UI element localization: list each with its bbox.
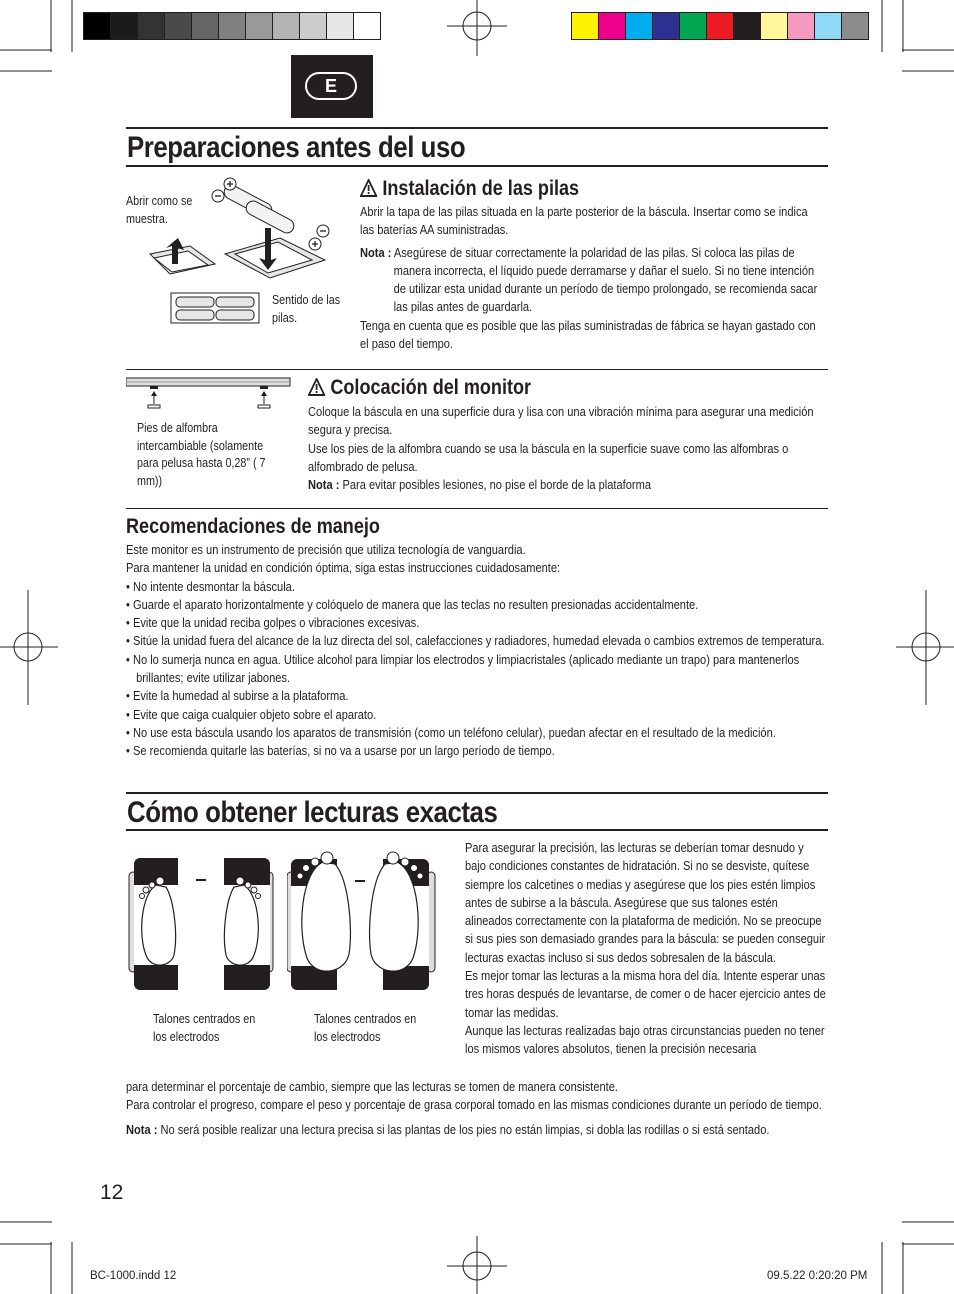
- print-timestamp: 09.5.22 0:20:20 PM: [767, 1270, 868, 1282]
- color-swatch: [191, 12, 219, 40]
- note-label: Nota :: [360, 244, 392, 260]
- heading-colocacion-text: Colocación del monitor: [330, 376, 532, 399]
- battery-note: [360, 244, 820, 317]
- battery-note-text: Asegúrese de situar correctamente la polaridad de las pilas. Si coloca las pilas de manera incorrecta, el líquido puede derramarse y dañar el suelo. Si no tiene intención de utilizar esta unidad durante un período de tiempo prolongado, se recomienda sacar las pilas antes de guardarla.: [393, 244, 818, 315]
- monitor-note: [308, 476, 820, 494]
- color-swatch: [83, 12, 111, 40]
- feet-on-scale-illustration-large: [287, 850, 437, 992]
- handling-item: • Evite que la unidad reciba golpes o vibraciones excesivas.: [126, 615, 420, 631]
- feet-on-scale-illustration-small: [126, 855, 276, 993]
- note-label: Nota :: [308, 477, 340, 493]
- divider: [126, 369, 828, 370]
- caption-talones-left: Talones centrados en los electrodos: [153, 1012, 256, 1044]
- warning-icon: [308, 378, 325, 396]
- caption-talones-right: Talones centrados en los electrodos: [314, 1012, 417, 1044]
- handling-item: • Evite la humedad al subirse a la plataforma.: [126, 688, 349, 704]
- color-swatch: [814, 12, 842, 40]
- caption-sentido: Sentido de las pilas.: [272, 293, 341, 325]
- section-rule-bottom: [126, 829, 828, 831]
- section-rule-bottom: [126, 165, 828, 167]
- monitor-text-block: [308, 403, 820, 494]
- handling-intro-2: Para mantener la unidad en condición óptima, siga estas instrucciones cuidadosamente:: [126, 560, 561, 576]
- handling-text-block: [126, 541, 828, 761]
- heading-colocacion: [308, 376, 531, 400]
- color-swatch: [353, 12, 381, 40]
- handling-item: • Evite que caiga cualquier objeto sobre el aparato.: [126, 706, 377, 722]
- handling-list: [126, 578, 828, 761]
- color-swatch: [299, 12, 327, 40]
- heading-recomendaciones: Recomendaciones de manejo: [126, 515, 380, 538]
- language-tab: [291, 55, 373, 118]
- section-title-preparaciones: Preparaciones antes del uso: [127, 131, 466, 164]
- readings-note-text: No será posible realizar una lectura precisa si las plantas de los pies no están limpias, si dobla las rodillas o si está sentado.: [160, 1121, 770, 1137]
- color-swatch: [218, 12, 246, 40]
- color-swatch: [625, 12, 653, 40]
- color-swatch: [110, 12, 138, 40]
- note-label: Nota :: [126, 1121, 158, 1137]
- monitor-note-text: Para evitar posibles lesiones, no pise el borde de la plataforma: [342, 477, 651, 493]
- handling-item: • No use esta báscula usando los aparatos de transmisión (como un teléfono celular), puedan afectar en el resultado de la medición.: [126, 724, 776, 740]
- color-swatch: [841, 12, 869, 40]
- warning-icon: [360, 179, 377, 197]
- color-swatch: [598, 12, 626, 40]
- color-swatch: [760, 12, 788, 40]
- language-badge: E: [305, 72, 357, 100]
- readings-para-1: Para asegurar la precisión, las lecturas se deberían tomar desnudo y bajo condiciones constantes de hidratación. Si no se desviste, quítese siempre los calcetines o medias y asegúrese que los pies estén limpios antes de subirse a la báscula. Asegúrese que sus talones estén alineados correctamente con la plataforma de medición. No se preocupe si sus pies son demasiado grandes para la báscula: se pueden conseguir lecturas exactas incluso si sus dedos sobresalen de la báscula.: [465, 840, 826, 965]
- monitor-text-2: Use los pies de la alfombra cuando se usa la báscula en la superficie suave como las alfombras o alfombrado de pelusa.: [308, 440, 789, 474]
- caption-abrir: Abrir como se muestra.: [126, 194, 193, 226]
- handling-item: • Se recomienda quitarle las baterías, si no va a usarse por un largo período de tiempo.: [126, 743, 555, 759]
- color-swatch: [164, 12, 192, 40]
- color-swatch: [706, 12, 734, 40]
- heading-instalacion: [360, 177, 579, 201]
- handling-item: • Sitúe la unidad fuera del alcance de la luz directa del sol, calefacciones y radiadores, humedad elevada o cambios extremos de temperatura.: [126, 633, 825, 649]
- color-swatch: [571, 12, 599, 40]
- color-swatch: [245, 12, 273, 40]
- monitor-text-1: Coloque la báscula en una superficie dura y lisa con una vibración mínima para asegurar una medición segura y precisa.: [308, 404, 814, 438]
- section-rule-top: [126, 792, 828, 794]
- heading-instalacion-text: Instalación de las pilas: [382, 177, 580, 200]
- section-title-lecturas: Cómo obtener lecturas exactas: [127, 796, 498, 829]
- handling-intro-1: Este monitor es un instrumento de precisión que utiliza tecnología de vanguardia.: [126, 542, 526, 557]
- readings-text-right: [465, 839, 826, 1059]
- readings-para-4: Para controlar el progreso, compare el peso y porcentaje de grasa corporal tomado en las mismas condiciones durante un período de tiempo.: [126, 1097, 822, 1113]
- battery-instructions: Abrir la tapa de las pilas situada en la parte posterior de la báscula. Insertar como se indica las baterías AA suministradas.: [360, 204, 808, 238]
- section-rule-top: [126, 127, 828, 129]
- color-swatch: [733, 12, 761, 40]
- monitor-feet-illustration: [126, 376, 296, 416]
- readings-para-3a: Aunque las lecturas realizadas bajo otras circunstancias pueden no tener los mismos valores absolutos, tienen la precisión necesaria: [465, 1022, 825, 1057]
- page-number: 12: [100, 1181, 124, 1204]
- color-swatch: [272, 12, 300, 40]
- readings-note: [126, 1121, 828, 1139]
- handling-item: • No lo sumerja nunca en agua. Utilice alcohol para limpiar los electrodos y limpiacristales (aplicado mediante un trapo) para mantenerlos brillantes; evite utilizar jabones.: [126, 651, 800, 686]
- color-swatch: [652, 12, 680, 40]
- readings-para-2: Es mejor tomar las lecturas a la misma hora del día. Intente esperar unas tres horas después de levantarse, de comer o de hacer ejercicio antes de tomar las medidas.: [465, 968, 826, 1020]
- caption-pies-alfombra: Pies de alfombra intercambiable (solamente para pelusa hasta 0,28” ( 7 mm)): [137, 421, 266, 488]
- file-name: BC-1000.indd 12: [90, 1270, 177, 1282]
- color-swatch: [137, 12, 165, 40]
- divider: [126, 508, 828, 509]
- battery-text-block: [360, 203, 820, 353]
- handling-item: • Guarde el aparato horizontalmente y colóquelo de manera que las teclas no resulten presionadas accidentalmente.: [126, 596, 699, 612]
- battery-extra: Tenga en cuenta que es posible que las pilas suministradas de fábrica se hayan gastado con el paso del tiempo.: [360, 317, 816, 352]
- color-swatch: [679, 12, 707, 40]
- color-swatch: [787, 12, 815, 40]
- readings-para-3b: para determinar el porcentaje de cambio, siempre que las lecturas se tomen de manera consistente.: [126, 1079, 618, 1094]
- handling-item: • No intente desmontar la báscula.: [126, 578, 295, 594]
- readings-text-full: [126, 1078, 828, 1139]
- color-swatch: [326, 12, 354, 40]
